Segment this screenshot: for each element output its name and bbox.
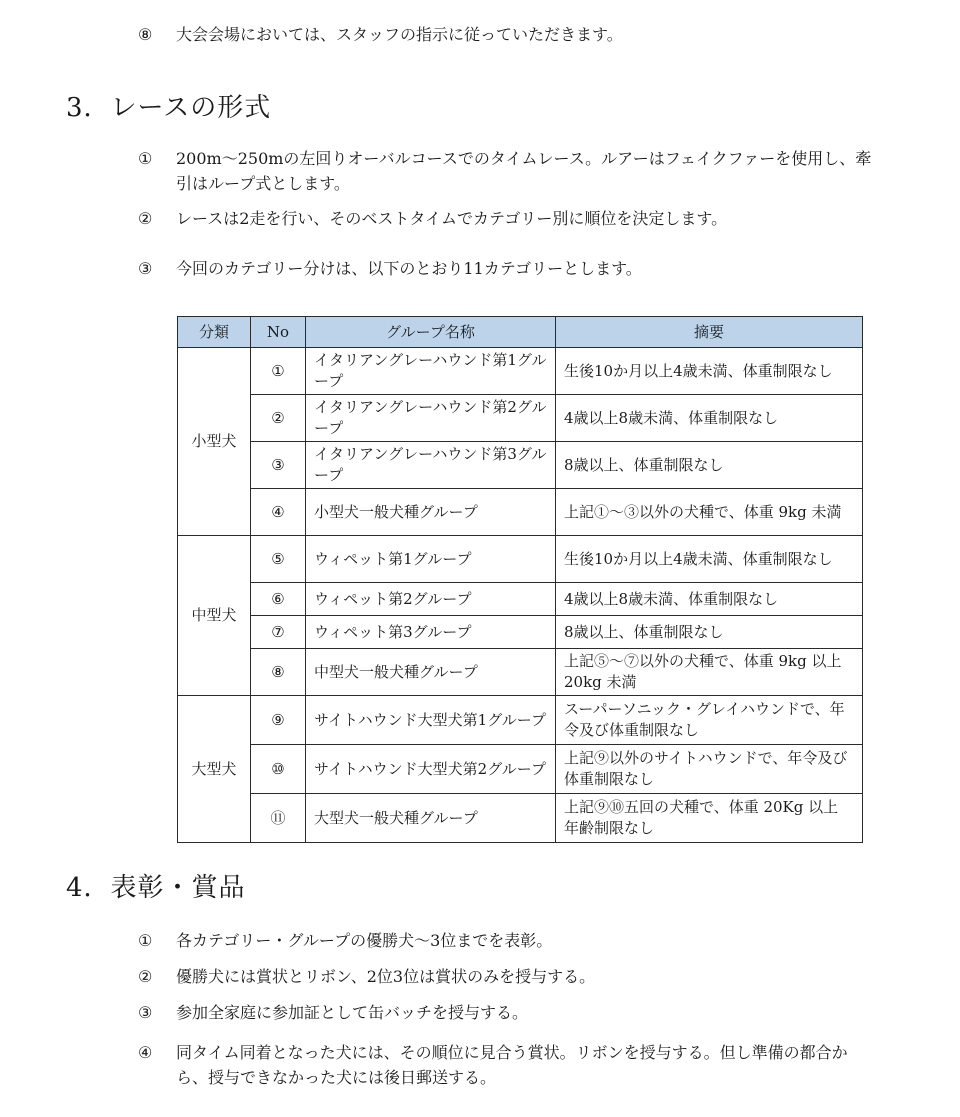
class-cell: 小型犬 bbox=[178, 348, 251, 536]
no-cell: ⑧ bbox=[251, 649, 306, 696]
item-text: レースは2走を行い、そのベストタイムでカテゴリー別に順位を決定します。 bbox=[176, 209, 728, 228]
no-cell: ⑤ bbox=[251, 536, 306, 583]
summary-cell: スーパーソニック・グレイハウンドで、年令及び体重制限なし bbox=[556, 696, 863, 745]
item-text: 今回のカテゴリー分けは、以下のとおり11カテゴリーとします。 bbox=[176, 259, 642, 278]
header-group: グループ名称 bbox=[306, 317, 556, 348]
header-no: No bbox=[251, 317, 306, 348]
category-table bbox=[177, 316, 863, 843]
item-number: ③ bbox=[138, 1003, 153, 1022]
item-number: ④ bbox=[138, 1043, 153, 1062]
item-text: 参加全家庭に参加証として缶バッチを授与する。 bbox=[176, 1003, 529, 1022]
list-item bbox=[138, 146, 878, 196]
group-cell: ウィペット第1グループ bbox=[306, 536, 556, 583]
item-number: ③ bbox=[138, 259, 153, 278]
group-cell: 大型犬一般犬種グループ bbox=[306, 794, 556, 843]
table-row bbox=[178, 395, 863, 442]
table-header-row bbox=[178, 317, 863, 348]
no-cell: ⑥ bbox=[251, 583, 306, 616]
list-item bbox=[138, 1000, 878, 1025]
table-row bbox=[178, 489, 863, 536]
group-cell: ウィペット第3グループ bbox=[306, 616, 556, 649]
summary-cell: 上記⑨⑩五回の犬種で、体重 20Kg 以上 年齢制限なし bbox=[556, 794, 863, 843]
list-item bbox=[138, 928, 878, 953]
list-item bbox=[138, 22, 878, 47]
item-text: 同タイム同着となった犬には、その順位に見合う賞状。リボンを授与する。但し準備の都合から、授与できなかった犬には後日郵送する。 bbox=[176, 1043, 848, 1087]
class-cell: 大型犬 bbox=[178, 696, 251, 843]
group-cell: 小型犬一般犬種グループ bbox=[306, 489, 556, 536]
no-cell: ⑩ bbox=[251, 745, 306, 794]
header-class: 分類 bbox=[178, 317, 251, 348]
group-cell: イタリアングレーハウンド第2グループ bbox=[306, 395, 556, 442]
table-row bbox=[178, 649, 863, 696]
summary-cell: 上記①～③以外の犬種で、体重 9kg 未満 bbox=[556, 489, 863, 536]
no-cell: ② bbox=[251, 395, 306, 442]
list-item bbox=[138, 964, 878, 989]
item-text: 200m～250mの左回りオーバルコースでのタイムレース。ルアーはフェイクファーを使用し、牽引はループ式とします。 bbox=[176, 149, 872, 193]
section-4-heading: 4．表彰・賞品 bbox=[66, 873, 246, 903]
table-row bbox=[178, 745, 863, 794]
table-row bbox=[178, 348, 863, 395]
table-row bbox=[178, 794, 863, 843]
item-number: ① bbox=[138, 149, 153, 168]
no-cell: ① bbox=[251, 348, 306, 395]
group-cell: サイトハウンド大型犬第2グループ bbox=[306, 745, 556, 794]
group-cell: イタリアングレーハウンド第3グループ bbox=[306, 442, 556, 489]
table-row bbox=[178, 536, 863, 583]
summary-cell: 生後10か月以上4歳未満、体重制限なし bbox=[556, 536, 863, 583]
table-row bbox=[178, 696, 863, 745]
summary-cell: 上記⑤～⑦以外の犬種で、体重 9kg 以上 20kg 未満 bbox=[556, 649, 863, 696]
summary-cell: 8歳以上、体重制限なし bbox=[556, 442, 863, 489]
item-text: 大会会場においては、スタッフの指示に従っていただきます。 bbox=[176, 25, 623, 44]
item-text: 優勝犬には賞状とリボン、2位3位は賞状のみを授与する。 bbox=[176, 967, 596, 986]
section-3-heading: 3．レースの形式 bbox=[66, 93, 272, 123]
table-row bbox=[178, 616, 863, 649]
summary-cell: 8歳以上、体重制限なし bbox=[556, 616, 863, 649]
item-text: 各カテゴリー・グループの優勝犬～3位までを表彰。 bbox=[176, 931, 553, 950]
item-number: ① bbox=[138, 931, 153, 950]
summary-cell: 4歳以上8歳未満、体重制限なし bbox=[556, 583, 863, 616]
summary-cell: 上記⑨以外のサイトハウンドで、年令及び体重制限なし bbox=[556, 745, 863, 794]
header-summary: 摘要 bbox=[556, 317, 863, 348]
item-number: ② bbox=[138, 967, 153, 986]
list-item bbox=[138, 256, 878, 281]
group-cell: サイトハウンド大型犬第1グループ bbox=[306, 696, 556, 745]
group-cell: イタリアングレーハウンド第1グループ bbox=[306, 348, 556, 395]
summary-cell: 4歳以上8歳未満、体重制限なし bbox=[556, 395, 863, 442]
no-cell: ⑨ bbox=[251, 696, 306, 745]
table-row bbox=[178, 442, 863, 489]
item-number: ② bbox=[138, 209, 153, 228]
no-cell: ③ bbox=[251, 442, 306, 489]
summary-cell: 生後10か月以上4歳未満、体重制限なし bbox=[556, 348, 863, 395]
table-row bbox=[178, 583, 863, 616]
group-cell: ウィペット第2グループ bbox=[306, 583, 556, 616]
list-item bbox=[138, 206, 878, 231]
no-cell: ⑦ bbox=[251, 616, 306, 649]
no-cell: ④ bbox=[251, 489, 306, 536]
item-number: ⑧ bbox=[138, 25, 153, 44]
class-cell: 中型犬 bbox=[178, 536, 251, 696]
list-item bbox=[138, 1040, 878, 1090]
group-cell: 中型犬一般犬種グループ bbox=[306, 649, 556, 696]
no-cell: ⑪ bbox=[251, 794, 306, 843]
